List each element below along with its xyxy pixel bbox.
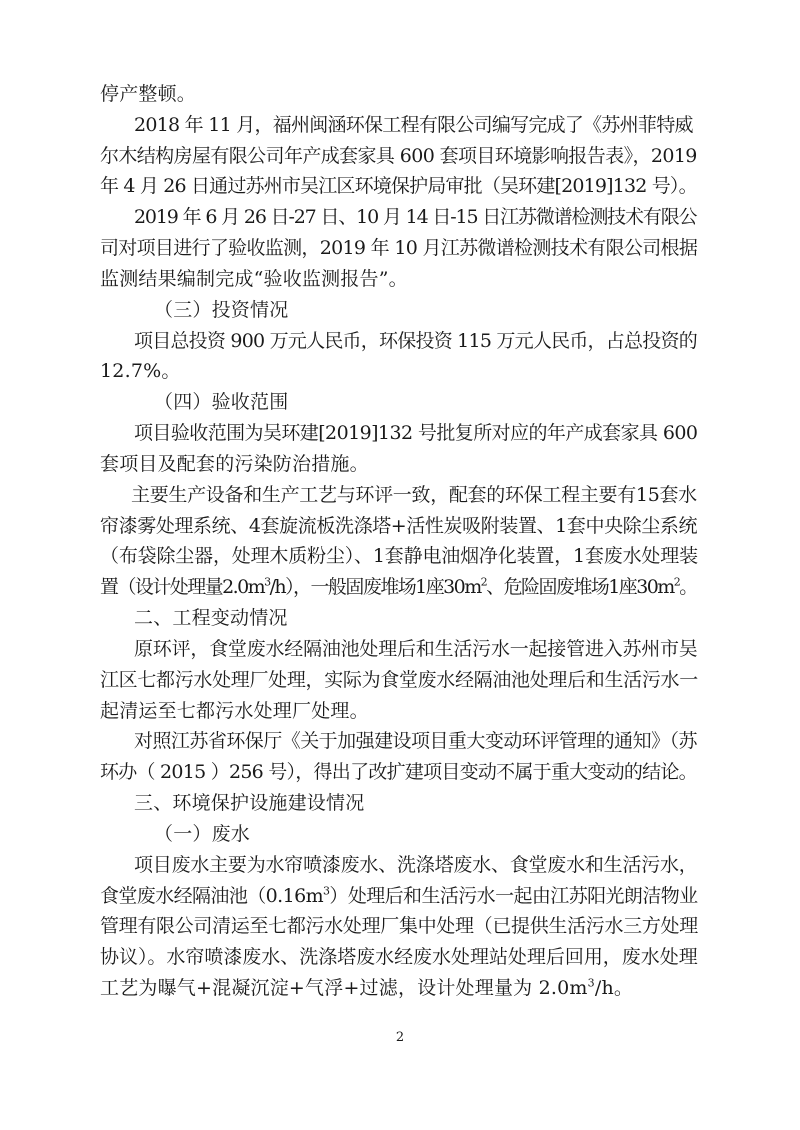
text-line <box>134 113 693 137</box>
text-line <box>134 853 698 877</box>
text-run: 项目废水主要为水帘喷漆废水、洗涤塔废水、食堂废水和生活污水， <box>134 853 698 876</box>
text-line <box>100 884 698 908</box>
text-run: 置（设计处理量2.0m <box>100 576 265 599</box>
superscript: 2 <box>480 575 487 589</box>
text-run: 主要生产设备和生产工艺与环评一致，配套的环保工程主要有15套水 <box>131 483 697 506</box>
superscript: 2 <box>673 575 680 589</box>
text-run: 工艺为曝气+混凝沉淀+气浮+过滤，设计处理量为 2.0m <box>100 977 588 999</box>
text-line <box>100 359 181 383</box>
superscript: 3 <box>264 575 270 589</box>
text-line <box>100 174 697 198</box>
text-line <box>100 914 698 938</box>
text-run: 管理有限公司清运至七都污水处理厂集中处理（已提供生活污水三方处理 <box>100 915 698 938</box>
text-line <box>100 945 698 969</box>
text-line <box>100 544 698 568</box>
text-run: （四）验收范围 <box>154 391 289 414</box>
text-run: 停产整顿。 <box>100 83 197 105</box>
text-run: 套项目及配套的污染防治措施。 <box>100 452 369 475</box>
text-line <box>134 637 698 661</box>
text-line <box>100 760 697 784</box>
text-run: （一）废水 <box>154 822 251 845</box>
text-run: 、危险固废堆场1座30m <box>486 576 674 599</box>
text-run: 三、环境保护设施建设情况 <box>134 792 365 815</box>
text-run: 帘漆雾处理系统、4套旋流板洗涤塔+活性炭吸附装置、1套中央除尘系统 <box>100 514 698 537</box>
text-line <box>134 329 697 353</box>
text-line <box>154 298 288 322</box>
text-line <box>100 82 196 106</box>
text-line <box>134 205 696 229</box>
text-run: （布袋除尘器，处理木质粉尘）、1套静电油烟净化装置，1套废水处理装 <box>100 545 698 568</box>
text-line <box>100 452 369 476</box>
text-run: 2019 年 6 月 26 日-27 日、10 月 14 日-15 日江苏微谱检测技术有限公 <box>134 206 697 229</box>
text-run: 二、工程变动情况 <box>134 607 288 630</box>
text-run: 原环评，食堂废水经隔油池处理后和生活污水一起接管进入苏州市吴 <box>134 637 698 660</box>
text-run: 对照江苏省环保厅《关于加强建设项目重大变动环评管理的通知》（苏 <box>134 730 697 753</box>
text-line <box>100 699 369 723</box>
text-run: （三）投资情况 <box>154 298 289 321</box>
text-run: 2018 年 11 月，福州闽涵环保工程有限公司编写完成了《苏州菲特威 <box>134 113 693 136</box>
text-run: /h。 <box>594 977 634 999</box>
text-run: 12.7%。 <box>100 360 181 383</box>
text-run: 起清运至七都污水处理厂处理。 <box>100 699 369 722</box>
text-line <box>100 976 633 1000</box>
text-line <box>154 822 250 846</box>
text-line <box>134 606 288 630</box>
text-run: 项目总投资 900 万元人民币，环保投资 115 万元人民币，占总投资的 <box>134 329 697 352</box>
text-line <box>134 421 697 445</box>
text-line <box>134 729 697 753</box>
text-run: 年 4 月 26 日通过苏州市吴江区环境保护局审批（吴环建[2019]132 号）。 <box>100 175 697 198</box>
text-run: 食堂废水经隔油池（0.16m <box>100 884 324 907</box>
text-run: 项目验收范围为吴环建[2019]132 号批复所对应的年产成套家具 600 <box>134 422 698 445</box>
text-run: 。 <box>679 576 697 599</box>
text-line <box>100 144 697 168</box>
text-line <box>100 267 408 291</box>
text-run: ）处理后和生活污水一起由江苏阳光朗洁物业 <box>329 884 698 907</box>
text-line <box>100 668 698 692</box>
text-run: 监测结果编制完成“验收监测报告”。 <box>100 267 408 290</box>
text-run: 尔木结构房屋有限公司年产成套家具 600 套项目环境影响报告表》，2019 <box>100 144 697 167</box>
text-line <box>134 791 364 815</box>
text-run: 协议）。水帘喷漆废水、洗涤塔废水经废水处理站处理后回用，废水处理 <box>100 946 698 969</box>
text-line <box>131 483 697 507</box>
text-line <box>100 236 697 260</box>
page-number: 2 <box>395 1030 405 1045</box>
superscript: 3 <box>587 976 595 990</box>
superscript: 3 <box>323 884 330 898</box>
text-run: 司对项目进行了验收监测，2019 年 10 月江苏微谱检测技术有限公司根据 <box>100 237 698 260</box>
text-run: 环办（ 2015 ）256 号），得出了改扩建项目变动不属于重大变动的结论。 <box>100 761 697 784</box>
text-run: /h），一般固废堆场1座30m <box>269 576 481 599</box>
text-line <box>100 514 697 538</box>
text-line <box>100 575 697 599</box>
text-line <box>154 390 288 414</box>
text-run: 江区七都污水处理厂处理，实际为食堂废水经隔油池处理后和生活污水一 <box>100 668 698 691</box>
